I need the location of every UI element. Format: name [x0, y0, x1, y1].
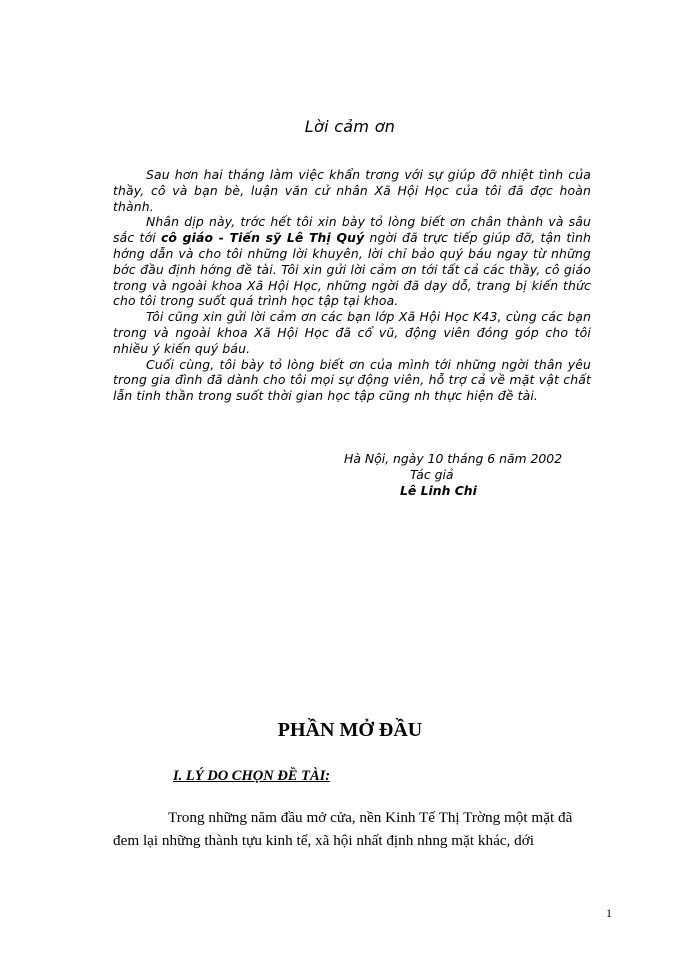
signature-role: Tác giả	[410, 466, 454, 482]
page-number: 1	[606, 906, 612, 920]
signature-name: Lê Linh Chi	[400, 482, 477, 498]
acknowledgement-body	[113, 167, 591, 404]
section-title: PHẦN MỞ ĐẦU	[277, 719, 423, 741]
acknowledgement-paragraph	[113, 214, 591, 309]
paragraph-text: ngời đã trực tiếp giúp đỡ, tận tình hớng dẫn và cho tôi những lời khuyên, lời chỉ bảo quý báu ngay từ những bớc đầu định hớng đề tài. Tôi xin gửi lời cảm ơn tới tất cả các thầy, cô giáo trong và ngoài khoa Xã Hội Học, những ngời đã dạy dỗ, trang bị kiến thức cho tôi trong suốt quá trình học tập tại khoa.	[113, 230, 591, 309]
advisor-name: cô giáo - Tiến sỹ Lê Thị Quý	[160, 230, 365, 246]
intro-line: đem lại những thành tựu kinh tế, xã hội nhất định nhng mặt khác, dới	[113, 832, 534, 849]
intro-line: Trong những năm đầu mở cửa, nền Kinh Tế Thị Trờng một mặt đã	[168, 809, 573, 826]
intro-paragraph	[113, 806, 613, 852]
acknowledgement-paragraph: Cuối cùng, tôi bày tỏ lòng biết ơn của mình tới những ngời thân yêu trong gia đình đã dành cho tôi mọi sự động viên, hỗ trợ cả về mặt vật chất lẫn tinh thần trong suốt thời gian học tập cũng nh thực hiện đề tài.	[113, 356, 591, 404]
signature-place-date: Hà Nội, ngày 10 tháng 6 năm 2002	[344, 451, 563, 466]
signature-block	[344, 451, 604, 498]
acknowledgement-title: Lời cảm ơn	[304, 117, 396, 136]
acknowledgement-paragraph: Sau hơn hai tháng làm việc khẩn trơng với sự giúp đỡ nhiệt tình của thầy, cô và bạn bè, luận văn cử nhân Xã Hội Học của tôi đã đợc hoàn thành.	[113, 167, 591, 214]
paragraph-text: Nhân dịp này, trớc hết tôi xin bày tỏ lòng biết ơn chân thành và sâu sắc tới	[113, 214, 591, 246]
subsection-title: I. LÝ DO CHỌN ĐỀ TÀI:	[173, 768, 331, 784]
acknowledgement-paragraph: Tôi cũng xin gửi lời cảm ơn các bạn lớp Xã Hội Học K43, cùng các bạn trong và ngoài khoa Xã Hội Học đã cổ vũ, động viên đóng góp cho tôi nhiều ý kiến quý báu.	[113, 309, 591, 356]
